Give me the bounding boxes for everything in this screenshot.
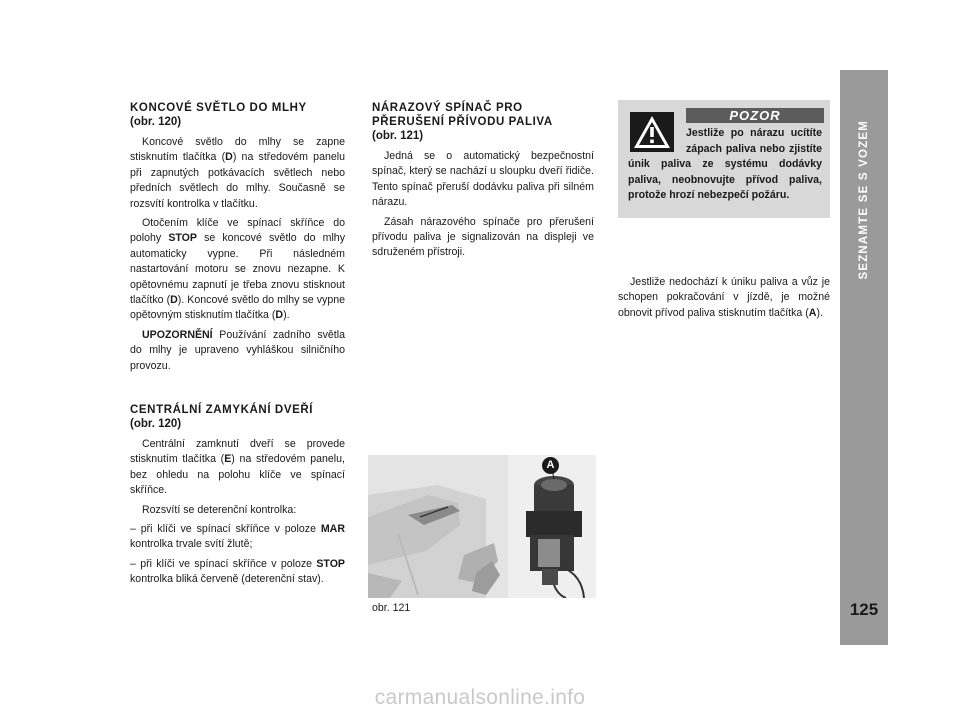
paragraph: Jestliže nedochází k úniku paliva a vůz je schopen pokračování v jízdě, je možné obnovit přívod paliva stisknutím tlačítka (A).: [618, 276, 830, 319]
section-subheading-fog-light: (obr. 120): [130, 116, 182, 128]
paragraph: Otočením klíče ve spínací skříňce do polohy STOP se koncové světlo do mlhy automaticky vypne. Při následném nastartování motoru se znovu nezapne. K opětovnému zapnutí je třeba znovu stisknout tlačítko (D). Koncové světlo do mlhy se vypne opětovným stisknutím tlačítka (D).: [130, 217, 345, 322]
chapter-title-text: SEZNAMTE SE S VOZEM: [858, 120, 870, 280]
section-heading-central-locking: CENTRÁLNÍ ZAMYKÁNÍ DVEŘÍ: [130, 404, 314, 416]
note-label: UPOZORNĚNÍ: [142, 328, 213, 341]
right-column: [618, 275, 830, 321]
page-number: 125: [849, 600, 879, 619]
figure-callout-marker: A: [542, 457, 559, 474]
watermark: carmanualsonline.info: [374, 686, 586, 709]
section-heading-fog-light: KONCOVÉ SVĚTLO DO MLHY: [130, 102, 307, 114]
paragraph: Koncové světlo do mlhy se zapne stisknutím tlačítka (D) na středovém panelu při zapnutých potkávacích světlech nebo předních světlech do mlhy. Současně se rozsvítí kontrolka v tlačítku.: [130, 136, 345, 210]
paragraph: Zásah nárazového spínače pro přerušení přívodu paliva je signalizován na displeji ve sdruženém přístroji.: [372, 215, 594, 259]
figure-caption: obr. 121: [372, 602, 411, 614]
left-column-lower: [130, 403, 345, 588]
paragraph: Jedná se o automatický bezpečnostní spínač, který se nachází u sloupku dveří řidiče. Tento spínač přeruší dodávku paliva při silném nárazu.: [372, 150, 594, 209]
section-heading-inertia-switch: NÁRAZOVÝ SPÍNAČ PRO PŘERUŠENÍ PŘÍVODU PALIVA: [372, 102, 553, 128]
warning-label: POZOR: [686, 108, 824, 123]
section-subheading-inertia-switch: (obr. 121): [372, 130, 424, 142]
chapter-sidebar: [840, 70, 888, 645]
chapter-title: [840, 70, 888, 330]
warning-box: [618, 100, 830, 218]
paragraph: Centrální zamknutí dveří se provede stisknutím tlačítka (E) na středovém panelu, bez ohledu na polohu klíče ve spínací skříňce.: [130, 438, 345, 497]
paragraph: Rozsvítí se deterenční kontrolka:: [142, 503, 297, 516]
left-column: [130, 101, 345, 374]
list-item: – při klíči ve spínací skříňce v poloze MAR kontrolka trvale svítí žlutě;: [130, 523, 345, 551]
figure-inertia-switch-photo: [368, 455, 596, 598]
note-paragraph: UPOZORNĚNÍ Používání zadního světla do mlhy je upraveno vyhláškou silničního provozu.: [130, 328, 345, 372]
warning-text: Jestliže po nárazu ucítíte zápach paliva nebo zjistíte únik paliva ze systému dodávky paliva, neobnovujte přívod paliva, protože hrozí nebezpečí požáru.: [628, 127, 822, 202]
section-subheading-central-locking: (obr. 120): [130, 418, 182, 430]
middle-column: [372, 101, 594, 261]
list-item: – při klíči ve spínací skříňce v poloze STOP kontrolka bliká červeně (deterenční stav).: [130, 557, 345, 586]
